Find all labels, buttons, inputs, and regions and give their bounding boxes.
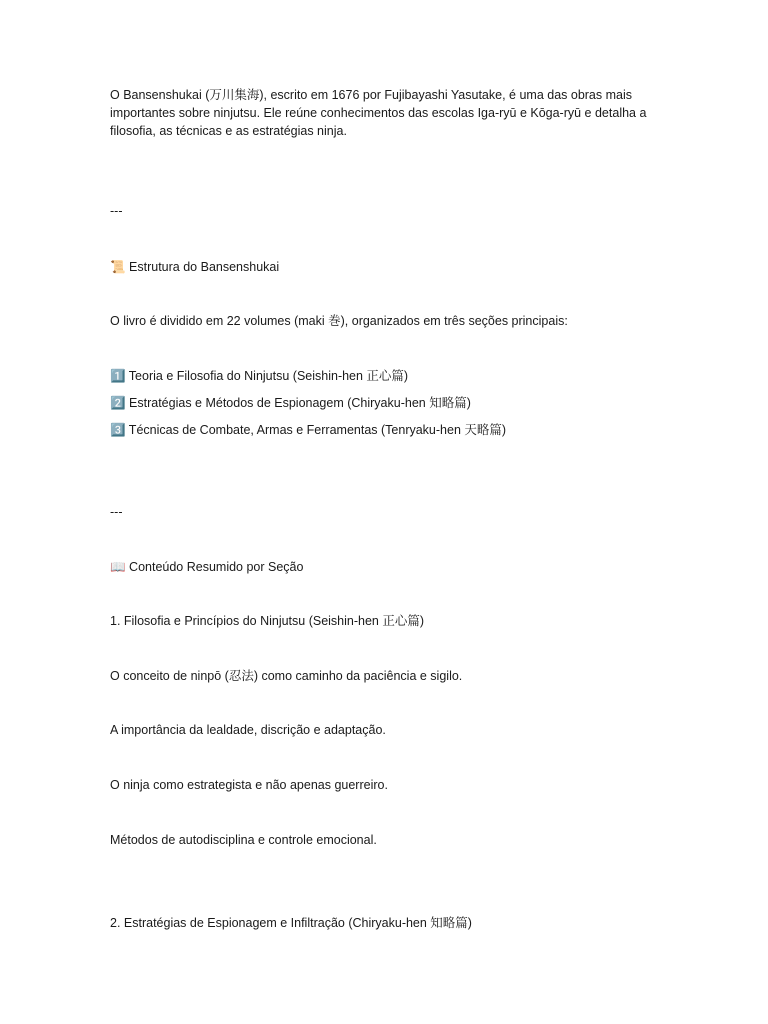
section1-point-4: Métodos de autodisciplina e controle emocional.	[110, 833, 377, 847]
heading-content: 📖 Conteúdo Resumido por Seção	[110, 560, 304, 574]
section1-point-1: O conceito de ninpō (忍法) como caminho da paciência e sigilo.	[110, 669, 463, 683]
separator-2: ---	[110, 505, 123, 519]
section1-point-2: A importância da lealdade, discrição e adaptação.	[110, 723, 386, 737]
section-item-3: 3️⃣ Técnicas de Combate, Armas e Ferramentas (Tenryaku-hen 天略篇)	[110, 423, 507, 437]
structure-text: O livro é dividido em 22 volumes (maki 巻), organizados em três seções principais:	[110, 314, 568, 328]
section-item-2: 2️⃣ Estratégias e Métodos de Espionagem (Chiryaku-hen 知略篇)	[110, 396, 471, 410]
section-item-1: 1️⃣ Teoria e Filosofia do Ninjutsu (Seishin-hen 正心篇)	[110, 369, 409, 383]
separator-1: ---	[110, 204, 123, 218]
section1-point-3: O ninja como estrategista e não apenas guerreiro.	[110, 778, 388, 792]
heading-structure: 📜 Estrutura do Bansenshukai	[110, 260, 280, 274]
section2-title: 2. Estratégias de Espionagem e Infiltração (Chiryaku-hen 知略篇)	[110, 916, 472, 930]
section1-title: 1. Filosofia e Princípios do Ninjutsu (Seishin-hen 正心篇)	[110, 614, 425, 628]
intro-paragraph: O Bansenshukai (万川集海), escrito em 1676 por Fujibayashi Yasutake, é uma das obras mais importantes sobre ninjutsu. Ele reúne conhecimentos das escolas Iga-ryū e Kōga-ryū e detalha a filosofia, as técnicas e as estratégias ninja.	[110, 88, 647, 138]
